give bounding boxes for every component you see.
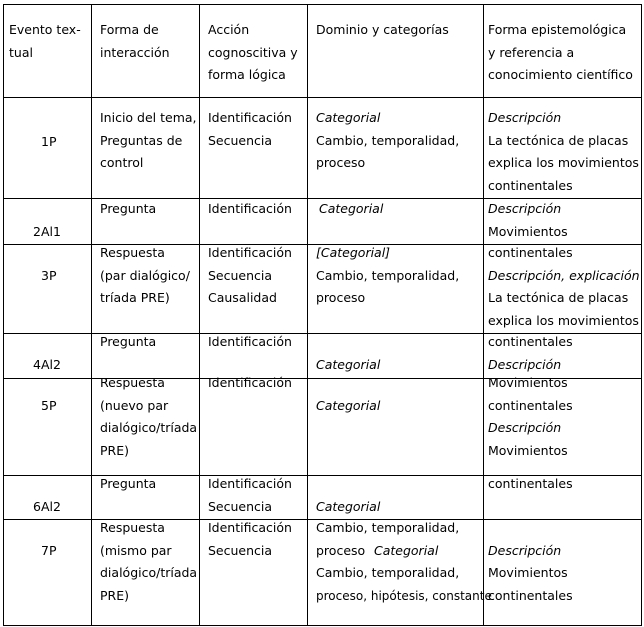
cell-forma — [92, 199, 200, 245]
cell-episte — [484, 245, 642, 334]
cell-forma — [92, 476, 200, 520]
episte-line: Descripción — [488, 543, 562, 558]
header-row — [4, 5, 642, 98]
header-episte-line2: y referencia a — [488, 45, 575, 60]
evento-label: 3P — [41, 268, 57, 283]
accion-line: Identificación — [208, 334, 292, 349]
header-episte — [484, 5, 642, 98]
forma-line: Inicio del tema, — [100, 110, 197, 125]
episte-line: Descripción — [488, 110, 562, 125]
episte-line: Descripción — [488, 201, 562, 216]
forma-line: (par dialógico/ — [100, 268, 190, 283]
dominio-line: Cambio, temporalidad, — [316, 133, 460, 148]
evento-label: 6Al2 — [33, 499, 61, 514]
table-row — [4, 476, 642, 520]
cell-evento — [4, 334, 92, 379]
dominio-line: proceso — [316, 290, 366, 305]
dominio-line: proceso — [316, 543, 366, 558]
dominio-line: Cambio, temporalidad, — [316, 268, 460, 283]
cell-evento — [4, 476, 92, 520]
cell-forma — [92, 375, 200, 476]
dominio-line: Categorial — [319, 201, 384, 216]
cell-forma — [92, 520, 200, 626]
header-evento-line2: tual — [9, 45, 33, 60]
cell-accion — [200, 245, 308, 334]
evento-label: 4Al2 — [33, 357, 61, 372]
header-accion-line2: cognoscitiva y — [208, 45, 298, 60]
dominio-line: Categorial — [316, 499, 381, 514]
cell-dominio — [308, 520, 492, 626]
table-row — [4, 379, 642, 476]
forma-line: control — [100, 155, 144, 170]
cell-dominio — [308, 334, 484, 379]
episte-line: La tectónica de placas — [488, 133, 629, 148]
accion-line: Secuencia — [208, 268, 273, 283]
episte-line: La tectónica de placas — [488, 290, 629, 305]
dominio-line: [Categorial] — [316, 245, 391, 260]
cell-episte — [484, 375, 642, 476]
episte-line: continentales — [488, 245, 573, 260]
accion-line: Identificación — [208, 110, 292, 125]
episte-line: Descripción, explicación — [488, 268, 640, 283]
dominio-line: proceso — [316, 155, 366, 170]
header-forma-line1: Forma de — [100, 22, 159, 37]
header-evento — [4, 5, 92, 98]
accion-line: Identificación — [208, 245, 292, 260]
episte-line: Movimientos — [488, 224, 568, 239]
header-accion-line3: forma lógica — [208, 67, 286, 82]
cell-evento — [4, 379, 92, 476]
episte-line: explica los movimientos — [488, 155, 639, 170]
table-row — [4, 98, 642, 199]
cell-accion — [200, 98, 308, 199]
dominio-line: Cambio, temporalidad, — [316, 565, 460, 580]
cell-episte — [484, 476, 642, 520]
forma-line: dialógico/tríada — [100, 420, 198, 435]
cell-accion — [200, 375, 308, 476]
forma-line: tríada PRE) — [100, 290, 170, 305]
dominio-line: Categorial — [316, 357, 381, 372]
episte-line: continentales — [488, 476, 573, 491]
accion-line: Secuencia — [208, 133, 273, 148]
cell-forma — [92, 245, 200, 334]
cell-evento — [4, 199, 92, 245]
cell-episte — [484, 520, 642, 626]
dominio-line: Cambio, temporalidad, — [316, 520, 460, 535]
dominio-line: Categorial — [316, 398, 381, 413]
forma-line: Respuesta — [100, 375, 165, 390]
episte-line: continentales — [488, 178, 573, 193]
evento-label: 2Al1 — [33, 224, 61, 239]
accion-line: Causalidad — [208, 290, 277, 305]
episte-line: Movimientos — [488, 375, 568, 390]
header-dominio-line1: Dominio y categorías — [316, 22, 449, 37]
table-row — [4, 245, 642, 334]
forma-line: Pregunta — [100, 201, 157, 216]
cell-dominio — [308, 98, 484, 199]
cell-dominio — [308, 199, 484, 245]
header-episte-line1: Forma epistemológica — [488, 22, 627, 37]
data-table — [3, 4, 642, 626]
cell-accion — [200, 476, 308, 520]
evento-label: 5P — [41, 398, 57, 413]
accion-line: Secuencia — [208, 543, 273, 558]
cell-dominio — [308, 476, 484, 520]
accion-line: Identificación — [208, 375, 292, 390]
evento-label: 7P — [41, 543, 57, 558]
cell-evento — [4, 98, 92, 199]
cell-dominio — [308, 379, 484, 476]
forma-line: (mismo par — [100, 543, 172, 558]
header-episte-line3: conocimiento científico — [488, 67, 633, 82]
cell-episte — [484, 98, 642, 199]
cell-accion — [200, 199, 308, 245]
evento-label: 1P — [41, 134, 57, 149]
episte-line: continentales — [488, 398, 573, 413]
dominio-line: Categorial — [374, 543, 439, 558]
forma-line: (nuevo par — [100, 398, 169, 413]
accion-line: Identificación — [208, 476, 292, 491]
header-forma — [92, 5, 200, 98]
forma-line: Respuesta — [100, 520, 165, 535]
episte-line: continentales — [488, 334, 573, 349]
forma-line: PRE) — [100, 443, 129, 458]
table-row — [4, 520, 642, 626]
header-evento-line1: Evento tex- — [9, 22, 81, 37]
dominio-line: Categorial — [316, 110, 381, 125]
episte-line: explica los movimientos — [488, 313, 639, 328]
cell-episte — [484, 199, 642, 245]
accion-line: Secuencia — [208, 499, 273, 514]
forma-line: dialógico/tríada — [100, 565, 198, 580]
episte-line: continentales — [488, 588, 573, 603]
dominio-line: proceso, hipótesis, constante — [316, 589, 492, 603]
accion-line: Identificación — [208, 201, 292, 216]
forma-line: Pregunta — [100, 476, 157, 491]
cell-evento — [4, 245, 92, 334]
episte-line: Movimientos — [488, 565, 568, 580]
header-dominio — [308, 5, 484, 98]
episte-line: Movimientos — [488, 443, 568, 458]
header-accion — [200, 5, 308, 98]
forma-line: Preguntas de — [100, 133, 183, 148]
forma-line: PRE) — [100, 588, 129, 603]
cell-forma — [92, 98, 200, 199]
episte-line: Descripción — [488, 357, 562, 372]
header-accion-line1: Acción — [208, 22, 250, 37]
table-row — [4, 199, 642, 245]
episte-line: Descripción — [488, 420, 562, 435]
cell-evento — [4, 520, 92, 626]
header-forma-line2: interacción — [100, 45, 170, 60]
forma-line: Pregunta — [100, 334, 157, 349]
accion-line: Identificación — [208, 520, 292, 535]
cell-accion — [200, 520, 308, 626]
forma-line: Respuesta — [100, 245, 165, 260]
cell-dominio — [308, 245, 484, 334]
